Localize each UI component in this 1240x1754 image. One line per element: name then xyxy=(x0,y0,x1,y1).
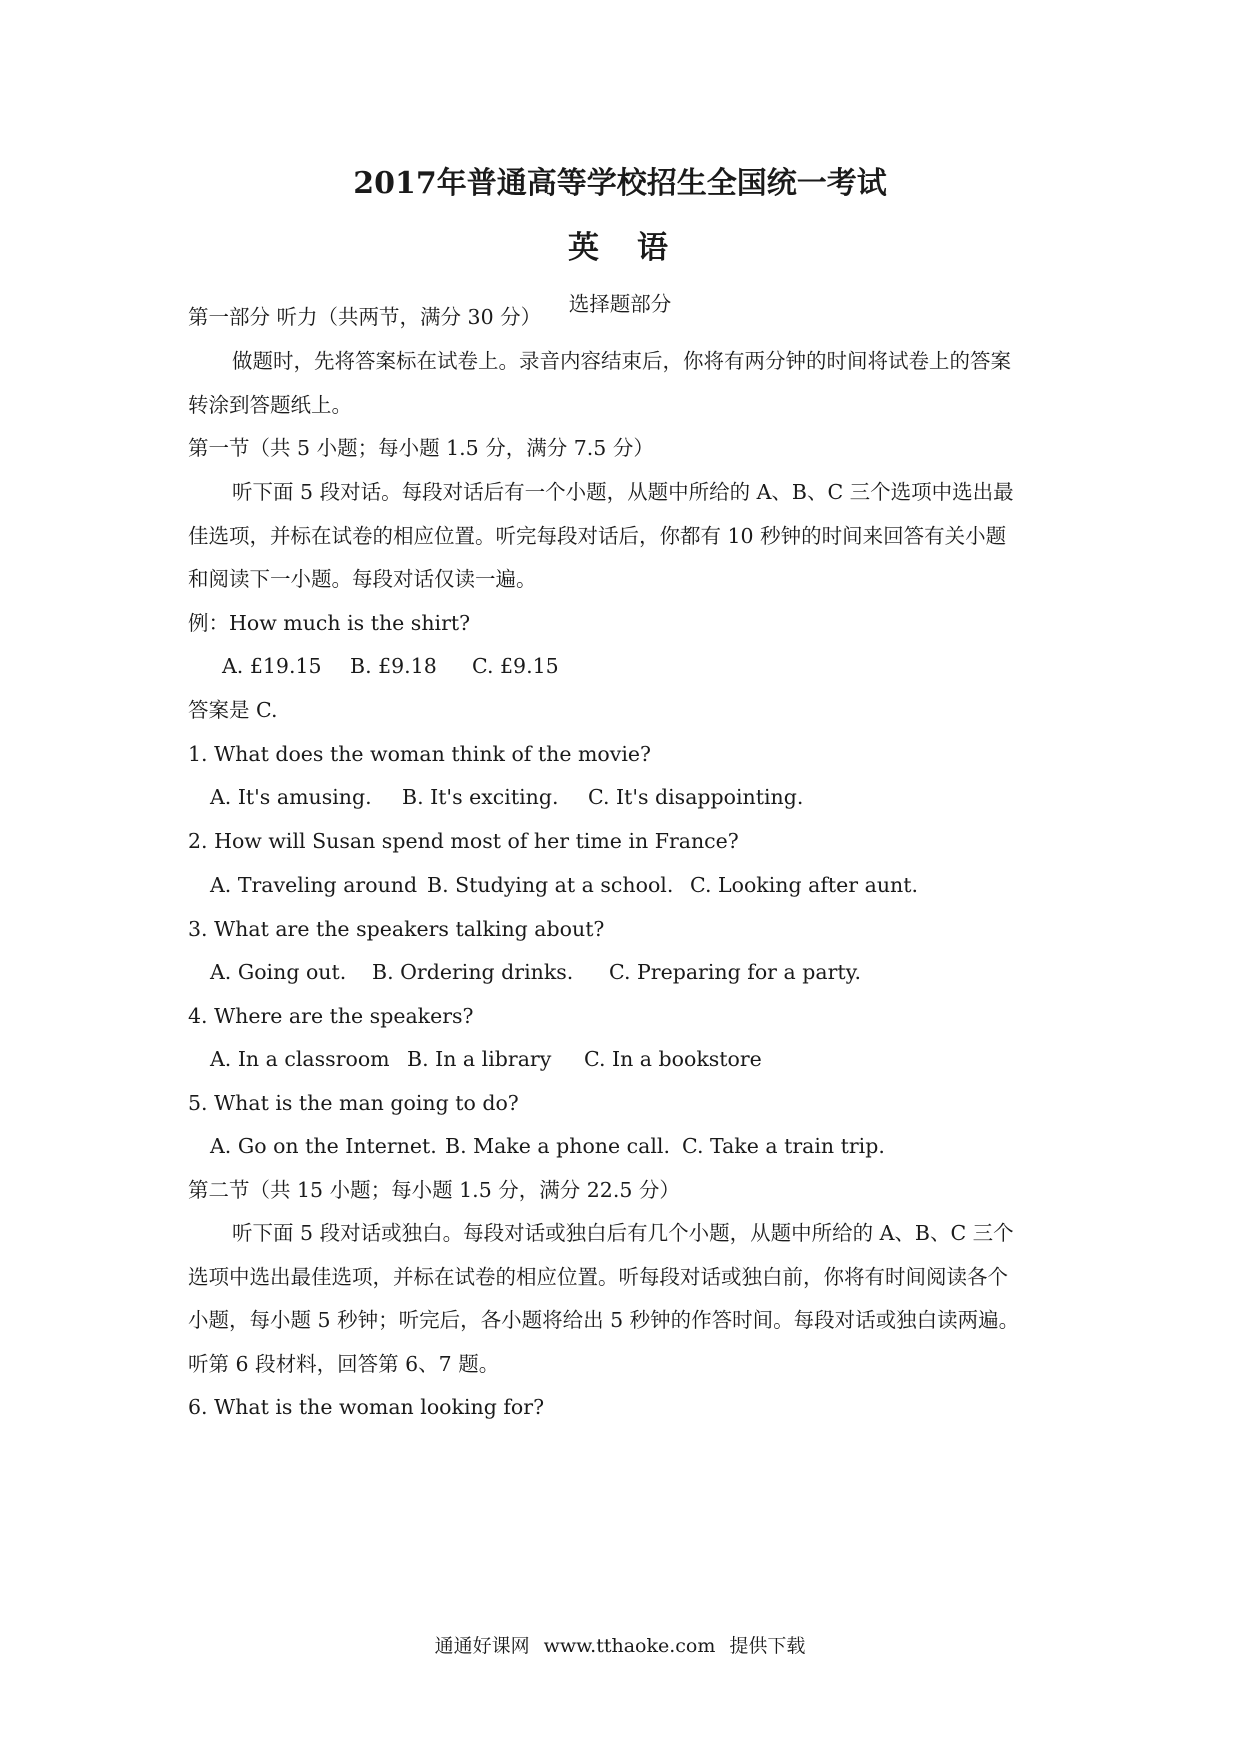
section1-heading: 第一节（共 5 小题；每小题 1.5 分，满分 7.5 分） xyxy=(188,436,654,460)
question-3: 3. What are the speakers talking about? xyxy=(188,917,605,941)
option-b: B. Studying at a school. xyxy=(427,873,674,897)
option-a: A. In a classroom xyxy=(210,1047,390,1071)
footer-note: 提供下载 xyxy=(729,1635,806,1657)
section-label: 选择题部分 xyxy=(568,292,672,316)
material-instruction: 听第 6 段材料，回答第 6、7 题。 xyxy=(188,1352,500,1376)
question-4-options xyxy=(210,1045,762,1073)
option-b: B. Make a phone call. xyxy=(445,1134,670,1158)
question-6: 6. What is the woman looking for? xyxy=(188,1395,545,1419)
question-5: 5. What is the man going to do? xyxy=(188,1091,519,1115)
part1-intro-line: 做题时，先将答案标在试卷上。录音内容结束后，你将有两分钟的时间将试卷上的答案 xyxy=(232,349,1011,373)
example-options xyxy=(222,652,559,680)
option-b: B. In a library xyxy=(407,1047,552,1071)
subject-title xyxy=(0,228,1240,268)
section1-intro-line: 佳选项，并标在试卷的相应位置。听完每段对话后，你都有 10 秒钟的时间来回答有关小题 xyxy=(188,524,1007,548)
option-b: B. It's exciting. xyxy=(402,785,559,809)
option-a: A. It's amusing. xyxy=(210,785,372,809)
part1-heading: 第一部分 听力（共两节，满分 30 分） xyxy=(188,305,542,329)
question-5-options xyxy=(210,1132,885,1160)
subject-char-2: 语 xyxy=(637,230,672,266)
section1-intro-line: 和阅读下一小题。每段对话仅读一遍。 xyxy=(188,567,537,591)
example-option-a: A. £19.15 xyxy=(222,654,322,678)
page-footer xyxy=(0,1633,1240,1659)
section2-intro-line: 小题，每小题 5 秒钟；听完后，各小题将给出 5 秒钟的作答时间。每段对话或独白读两遍。 xyxy=(188,1308,1020,1332)
example-answer: 答案是 C. xyxy=(188,698,278,722)
option-c: C. Looking after aunt. xyxy=(690,873,918,897)
footer-url-link[interactable]: www.tthaoke.com xyxy=(543,1635,716,1657)
option-a: A. Traveling around xyxy=(210,873,418,897)
option-c: C. Take a train trip. xyxy=(682,1134,885,1158)
question-1-options xyxy=(210,783,803,811)
option-c: C. In a bookstore xyxy=(584,1047,762,1071)
option-a: A. Going out. xyxy=(210,960,347,984)
option-c: C. It's disappointing. xyxy=(588,785,804,809)
option-a: A. Go on the Internet. xyxy=(210,1134,437,1158)
question-1: 1. What does the woman think of the movie? xyxy=(188,742,652,766)
question-4: 4. Where are the speakers? xyxy=(188,1004,474,1028)
option-b: B. Ordering drinks. xyxy=(372,960,574,984)
question-2: 2. How will Susan spend most of her time in France? xyxy=(188,829,739,853)
section2-heading: 第二节（共 15 小题；每小题 1.5 分，满分 22.5 分） xyxy=(188,1178,680,1202)
section1-intro-line: 听下面 5 段对话。每段对话后有一个小题，从题中所给的 A、B、C 三个选项中选出最 xyxy=(232,480,1014,504)
example-question: 例：How much is the shirt? xyxy=(188,611,471,635)
question-3-options xyxy=(210,958,861,986)
subject-char-1: 英 xyxy=(568,230,603,266)
part1-intro-line: 转涂到答题纸上。 xyxy=(188,393,352,417)
section2-intro-line: 选项中选出最佳选项，并标在试卷的相应位置。听每段对话或独白前，你将有时间阅读各个 xyxy=(188,1265,1008,1289)
footer-site-name: 通通好课网 xyxy=(434,1635,530,1657)
exam-title: 2017年普通高等学校招生全国统一考试 xyxy=(353,166,887,201)
option-c: C. Preparing for a party. xyxy=(609,960,861,984)
question-2-options xyxy=(210,871,918,899)
example-option-c: C. £9.15 xyxy=(472,654,559,678)
section2-intro-line: 听下面 5 段对话或独白。每段对话或独白后有几个小题，从题中所给的 A、B、C 三个 xyxy=(232,1221,1014,1245)
example-option-b: B. £9.18 xyxy=(350,654,437,678)
